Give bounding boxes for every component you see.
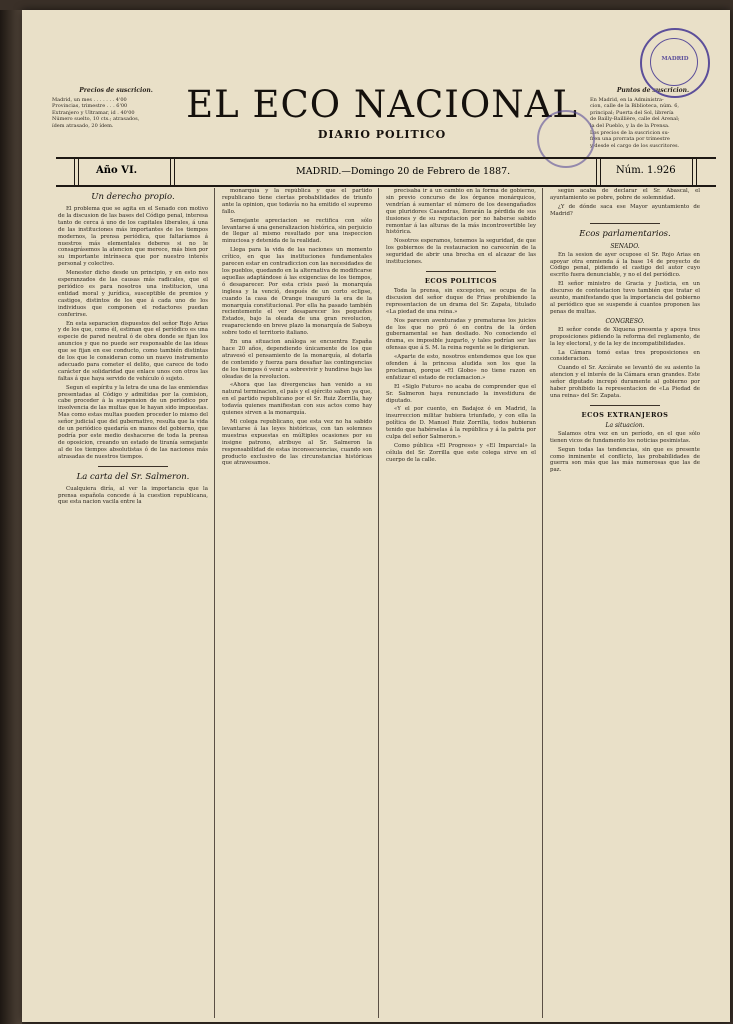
date-bar-divider [696,159,697,185]
section-heading: Ecos parlamentarios. [579,228,671,239]
article-heading: La carta del Sr. Salmeron. [76,471,190,482]
article-paragraph: Mi colega republicano, que esta vez no ha sabido levantarse á las leyes históricas, con tan solemnes muestras expuestas en múltiples ocasiones por su insigne patrono, atribuye al Sr. Salmeron la responsabilidad de estas inconsecuencias, cuando son producto exclusivo de las circunstancias históricas que atravesamos. [222,419,372,467]
article-paragraph: Menester dicho desde un principio, y en esto nos esperanzados de las causas más radicales, que el periódico es para nosotros una institucion, una entidad moral y jurídica, susceptible de premios y castigos, distintos de los que á cada uno de los individuos que componen el redactores puedan conferirse. [58,270,208,318]
subscription-points-heading: Puntos de suscricion. [616,87,690,94]
article-paragraph: En una situacion análoga se encuentra España hace 20 años, dependiendo únicamente de los que atravesó el pensamiento de la monarquía, al dotarla de contenido y fuerza para desafiar las contingencias de los tiempos ó venir a sobrevivir y hundirse bajo las oleadas de la revolucion. [222,339,372,380]
article-paragraph: monarquía y la república y que el partido republicano tiene ciertas probabilidades de triunfo ante la opinion, que todavía no ha emitido el supremo fallo. [222,188,372,215]
subscription-point-line: principal; Puerta del Sol, librería [590,109,674,116]
article-paragraph: Salamos otra vez en un período, en el que sólo tienen vicos de fundamento los noticias pesimistas. [550,430,700,444]
subscription-line: Madrid, un mes . . . . . . . 4'00 [52,96,127,103]
subscription-line: Extranjero y Ultramar, id . 40'00 [52,109,135,116]
column-1 [58,188,208,1018]
section-heading: ECOS EXTRANJEROS [581,410,669,419]
article-paragraph: Nos parecen aventuradas y prematuras los juicios de los que no pró ó en contra de la órden gubernamental se han desliado. No conociendo el drama, es imposible juzgarlo, y tales podrían ser las ofensas que á S. M. la reina regente se le dirigieran. [386,317,536,352]
date-bar-divider [170,159,171,185]
article-paragraph: «Y el por cuento, en Badajoz ó en Madrid, la insurreccion militar hubiera triunfado, y con ella la política de D. Manuel Ruiz Zorrilla, todos hubieran tenido que habérselas á la república y á la patria por culpa del señor Salmeron.» [386,406,536,441]
article-paragraph: Cualquiera diría, al ver la importancia que la prensa española concede á la cuestion republicana, que esta nacion vacila entre la [58,485,208,506]
subscription-line: Número suelto, 10 cts.; atrasados, [52,116,140,123]
article-divider [98,466,168,467]
column-separator [378,188,379,1018]
subscription-point-line: fren una prorrata por trimestre [590,136,670,143]
article-divider [426,271,496,272]
article-paragraph: Segun el espíritu y la letra de una de las enmiendas presentadas al Código y admitidas por la comision, cabe proceder á la suspension de un periódico por insolvencia de las multas que le hayan sido impuestas. Mas como estas multas pueden proceder lo mismo del señor judicial que del gubernativo, resulta que la vida de un periódico quedaría en manos del gobierno, que podría por este medio deshacerse de toda la prensa de oposicion, creando un estado de tiranía semejante al de los tiempos absolutistas ó de las naciones más atrasadas de nuestros tiempos. [58,384,208,460]
article-paragraph: ¿Y de dónde saca ese Mayor ayuntamiento de Madrid? [550,203,700,217]
article-paragraph: En esta separacion dispuestos del señor Rojo Arias y de los que, como él, estiman que el periódico es una especie de pared neutral ó de obra donde se fijan los anuncios y que no puede ser responsable de las ideas que se fijan en ese conducto, como también distintas de los que le consideran como un nuevo instrumento adecuado para cometer el delito, que carece de todo carácter de solidaridad que enlace unos con otros las faltas á que haya servido de vehículo ó sujeto. [58,320,208,382]
subscription-prices [52,88,180,130]
book-spine [0,10,22,1024]
article-paragraph: «Ahora que las divergencias han venido a su natural terminacion, el país y el ejército saben ya que, en el partido republicano por el Sr. Ruiz Zorrilla, hay todavía quienes manifiestan con sus actos como hay quienes sirven a la monarquía. [222,382,372,417]
article-paragraph: El señor conde de Xiquena presenta y apoya tres proposiciones pidiendo la reforma del reglamento, de la ley electoral, y de la ley de incompatibilidades. [550,326,700,347]
column-separator [214,188,215,1018]
library-stamp-icon [640,28,710,98]
date-bar-divider [600,159,601,185]
article-paragraph: La Cámara tomó estas tres proposiciones en consideracion. [550,349,700,363]
subscription-point-line: Los precios de la suscricion su- [590,129,670,136]
date-bar-divider [74,159,75,185]
section-heading: ECOS POLÍTICOS [424,276,498,285]
article-paragraph: El señor ministro de Gracia y Justicia, en un discurso de contestacion tuvo también que tratar el asunto, manifestando que la importancia del gobierno al periódico que se suspende á cuantos proponen las penas de multas. [550,281,700,315]
subsection-heading: CONGRESO. [605,317,645,325]
article-paragraph: El problema que se agita en el Senado con motivo de la discusion de las bases del Código penal, interesa tanto de cerca á uno de los capitales liberales, á una de las instituciones más importantes de los tiempos modernos, la prensa periódica, que faltaríamos á nuestros más elementales deberes si no le consagrásemos la atencion que merece, más bien por su importante intrínseca que por nuestro interés personal y colectivo. [58,206,208,268]
subscription-points [590,88,716,149]
subscription-line: ídem atrasado, 20 ídem. [52,122,114,129]
date-bar-divider [174,159,175,185]
issue-date: MADRID.—Domingo 20 de Febrero de 1887. [296,166,511,177]
subscription-point-line: En Madrid, en la Administra- [590,96,664,103]
article-paragraph: Segun todas las tendencias, sin que es presente como inminente el conflicto, las probabilidades de guerra son más que las más numerosas que las de paz. [550,446,700,474]
article-paragraph: Como pública «El Progreso» y «El Imparcial» la célula del Sr. Zorrilla que este colega sirve en el cuerpo de la calle. [386,443,536,463]
date-bar-divider [692,159,693,185]
article-paragraph: Cuando el Sr. Azcárate se levantó de su asiento la atencion y el interés de la Cámara eran grandes. Este señor diputado increpó duramente al gobierno por haber prohibido la representacion de «La Piedad de una reina» del Sr. Zapata. [550,365,700,399]
article-heading: Un derecho propio. [91,192,175,202]
column-3 [386,188,536,1018]
subscription-point-line: de Bailly-Baillière, calle del Arenal; [590,116,680,123]
subscription-prices-heading: Precios de suscricion. [79,87,153,94]
date-bar [56,157,716,187]
subscription-line: Provincias, trimestre . . . 6'00 [52,103,128,110]
subscription-point-line: la del Pueblo, y la de la Prensa. [590,122,670,129]
article-divider [590,405,660,406]
subscription-point-line: y desde el cargo de los suscritores. [590,142,680,149]
stamp-inner-ring [650,38,698,86]
article-paragraph: Llega para la vida de las naciones un momento crítico, en que las instituciones fundamentales parecen estar en contradiccion con las necesidades de los pueblos, quedando en la alternativa de modificarse aquellas adaptándose á las exigencias de los tiempos, ó desaparecer. Por esta crisis pasó la monarquía inglesa y la venció, después de un corto eclipse, cuando la casa de Orange inauguró la era de la monarquía constitucional. Por ella ha pasado también recientemente el ver desaparecer los pequeños Estados, bajo la oleada de una gran revolucion, reapareciendo en breve plazo la monarquía de Saboya sobre todo el territorio italiano. [222,247,372,337]
article-paragraph: según acaba de declarar el Sr. Abascal, el ayuntamiento se pobre, pobre de solemnidad. [550,188,700,201]
article-paragraph: precisaba ir á un cambio en la forma de gobierno, sin previo concurso de los órganos monárquicos, vendrían á sumentar el número de los desengañados que pluridores Casandras, llorarán la pérdida de sus ilusiones y de su reputacion por no haberse sabido remontar á las alturas de la más incontrovertible ley histórica. [386,188,536,236]
stamp-text: MADRID [661,56,689,62]
subsection-heading: La situacion. [605,421,645,429]
newspaper-subtitle: DIARIO POLITICO [317,128,447,141]
article-paragraph: En la sesion de ayer ocupose el Sr. Rojo Arias en apoyar otra enmienda á la base 14 de proyecto de Código penal, pidiendo el castigo del autor cuyo escrito fuera denunciable, y no el del periódico. [550,251,700,279]
year-label: Año VI. [96,165,138,176]
subsection-heading: SENADO. [610,242,640,250]
article-paragraph: El «Siglo Futuro» no acaba de comprender que el Sr. Salmeron haya renunciado la investidura de diputado. [386,383,536,404]
newspaper-page [22,10,730,1022]
date-bar-divider [596,159,597,185]
subscription-point-line: cion, calle de la Biblioteca, núm. 6, [590,103,679,110]
newspaper-title: EL ECO NACIONAL [186,83,578,126]
issue-number: Núm. 1.926 [616,165,676,176]
column-2 [222,188,372,1018]
article-divider [590,223,660,224]
date-bar-divider [78,159,79,185]
column-separator [542,188,543,1018]
article-paragraph: Semejante apreciacion se rectifica con sólo levantarse á una generalizacion histórica, sin perjuicio de llegar al mismo resultado por una inspeccion minuciosa y detenida de la realidad. [222,217,372,245]
column-4 [550,188,700,1018]
article-paragraph: «Aparte de esto, nosotros entendemos que los que ofenden á la princesa aludida son los que la proclaman, porque «El Globo» no tiene razon en enfatizar el estado de reclamacion.» [386,354,536,381]
article-paragraph: Nosotros esperamos, tenemos la seguridad, de que los gobiernos de la restauracion no carecerán de la seguridad de abrir una brecha en el alcazar de las instituciones. [386,238,536,266]
article-paragraph: Toda la prensa, sin excepcion, se ocupa de la discusion del señor duque de Frias prohibiendo la representacion de un drama del Sr. Zapata, titulado «La piedad de una reina.» [386,287,536,315]
